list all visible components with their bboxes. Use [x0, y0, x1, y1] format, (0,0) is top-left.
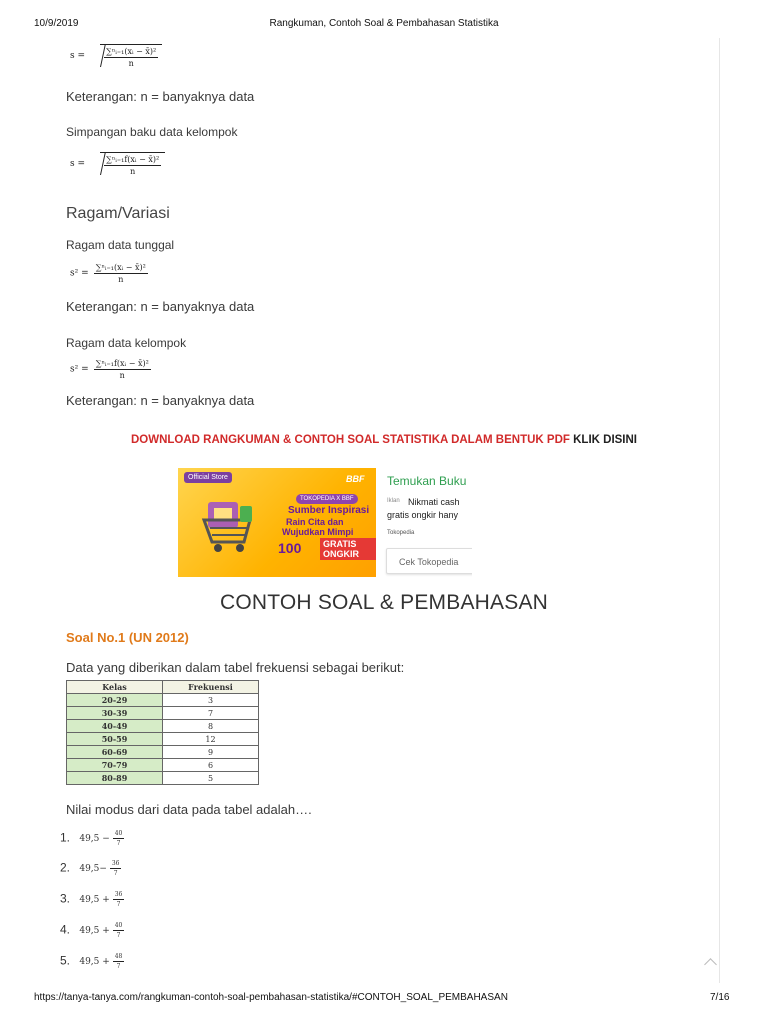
frekuensi-cell: 8	[163, 720, 259, 733]
ad-description: Nikmati cash	[408, 497, 460, 507]
kelas-cell: 20-29	[67, 694, 163, 707]
table-header-kelas: Kelas	[67, 681, 163, 694]
option-denominator: 7	[116, 932, 121, 939]
keterangan-text: Keterangan: n = banyaknya data	[66, 299, 255, 314]
table-row	[67, 733, 259, 746]
option-denominator: 7	[116, 840, 121, 847]
ad-logo: BBF	[346, 474, 365, 484]
option-number: 1.	[60, 830, 71, 845]
answer-option[interactable]	[60, 860, 121, 877]
soal-label: Soal No.1 (UN 2012)	[66, 630, 189, 645]
option-numerator: 36	[111, 860, 120, 867]
sqrt-symbol	[100, 152, 165, 176]
formula-denominator: n	[128, 59, 134, 68]
table-row	[67, 759, 259, 772]
ad-title[interactable]: Temukan Buku	[387, 474, 467, 488]
footer-url[interactable]: https://tanya-tanya.com/rangkuman-contoh-soal-pembahasan-statistika/#CONTOH_SOAL_PEMBAHASAN	[34, 992, 508, 1003]
formula-ragam-kelompok	[70, 359, 151, 380]
sqrt-symbol	[100, 44, 162, 68]
download-link[interactable]: DOWNLOAD RANGKUMAN & CONTOH SOAL STATISTIKA DALAM BENTUK PDF	[131, 434, 570, 446]
kelas-cell: 50-59	[67, 733, 163, 746]
ad-source: Tokopedia	[387, 530, 415, 536]
formula-lhs: s² =	[70, 364, 89, 375]
formula-denominator: n	[118, 275, 124, 284]
table-row	[67, 694, 259, 707]
subheading-ragam-kelompok: Ragam data kelompok	[66, 336, 187, 350]
kelas-cell: 30-39	[67, 707, 163, 720]
frekuensi-cell: 7	[163, 707, 259, 720]
answer-option[interactable]	[60, 830, 124, 847]
table-row	[67, 746, 259, 759]
scroll-up-icon[interactable]	[704, 958, 717, 971]
kelas-cell: 60-69	[67, 746, 163, 759]
keterangan-text: Keterangan: n = banyaknya data	[66, 89, 255, 104]
option-denominator: 7	[116, 901, 121, 908]
formula-numerator: ∑ⁿᵢ₌₁f(xᵢ − x̄)²	[95, 359, 149, 368]
answer-option[interactable]	[60, 922, 124, 939]
option-base: 49,5 +	[79, 957, 110, 967]
ad-badge: TOKOPEDIA X BBF	[296, 494, 358, 504]
option-numerator: 36	[114, 891, 123, 898]
frekuensi-cell: 3	[163, 694, 259, 707]
formula-lhs: s =	[70, 159, 86, 169]
shopping-cart-icon	[200, 498, 260, 553]
kelas-cell: 70-79	[67, 759, 163, 772]
ad-description: gratis ongkir hany	[387, 510, 459, 520]
formula-ragam-tunggal	[70, 263, 148, 284]
table-row	[67, 720, 259, 733]
table-header-frekuensi: Frekuensi	[163, 681, 259, 694]
frekuensi-cell: 6	[163, 759, 259, 772]
formula-denominator: n	[130, 167, 136, 176]
ad-headline: Sumber Inspirasi	[288, 505, 370, 516]
cek-tokopedia-button[interactable]: Cek Tokopedia	[386, 548, 472, 574]
kelas-cell: 80-89	[67, 772, 163, 785]
option-denominator: 7	[116, 963, 121, 970]
formula-simpangan-kelompok	[70, 152, 165, 176]
formula-numerator: ∑ⁿᵢ₌₁(xᵢ − x̄)²	[106, 47, 157, 56]
ad-store-label: Official Store	[184, 472, 232, 483]
formula-lhs: s² =	[70, 268, 89, 279]
option-numerator: 48	[114, 953, 123, 960]
download-banner[interactable]	[0, 434, 768, 446]
option-numerator: 40	[114, 830, 123, 837]
answer-option[interactable]	[60, 953, 124, 970]
formula-numerator: ∑ⁿᵢ₌₁(xᵢ − x̄)²	[95, 263, 146, 272]
formula-denominator: n	[119, 371, 125, 380]
ad-gratis-badge: GRATIS ONGKIR	[320, 538, 376, 560]
klik-disini-link[interactable]: KLIK DISINI	[573, 434, 637, 446]
option-number: 5.	[60, 953, 71, 968]
formula-simpangan-tunggal	[70, 44, 162, 68]
soal-intro: Data yang diberikan dalam tabel frekuensi sebagai berikut:	[66, 660, 405, 675]
subheading-ragam-tunggal: Ragam data tunggal	[66, 238, 175, 252]
section-heading-ragam: Ragam/Variasi	[66, 205, 170, 222]
formula-lhs: s =	[70, 51, 86, 61]
option-number: 4.	[60, 922, 71, 937]
option-base: 49,5−	[79, 864, 107, 874]
option-number: 2.	[60, 860, 71, 875]
ad-subline: Wujudkan Mimpi	[282, 527, 354, 537]
option-numerator: 40	[114, 922, 123, 929]
ad-text-panel[interactable]	[384, 468, 472, 578]
ad-percent: 100	[278, 540, 302, 556]
ad-subline: Rain Cita dan	[286, 517, 344, 527]
option-base: 49,5 +	[79, 895, 110, 905]
answer-option[interactable]	[60, 891, 124, 908]
subheading-simpangan-kelompok: Simpangan baku data kelompok	[66, 125, 238, 139]
soal-question: Nilai modus dari data pada tabel adalah….	[66, 802, 312, 817]
page-number: 7/16	[710, 992, 730, 1003]
ad-banner-image[interactable]	[178, 468, 376, 577]
section-heading-contoh-soal: CONTOH SOAL & PEMBAHASAN	[219, 591, 549, 614]
ad-tag: Iklan	[387, 498, 400, 504]
keterangan-text: Keterangan: n = banyaknya data	[66, 393, 255, 408]
option-denominator: 7	[113, 870, 118, 877]
scroll-divider	[719, 38, 720, 983]
page-title: Rangkuman, Contoh Soal & Pembahasan Statistika	[269, 18, 499, 29]
frekuensi-cell: 9	[163, 746, 259, 759]
frekuensi-cell: 12	[163, 733, 259, 746]
kelas-cell: 40-49	[67, 720, 163, 733]
frekuensi-cell: 5	[163, 772, 259, 785]
table-row	[67, 707, 259, 720]
print-date: 10/9/2019	[34, 18, 79, 29]
option-base: 49,5 +	[79, 926, 110, 936]
option-number: 3.	[60, 891, 71, 906]
option-base: 49,5 −	[79, 834, 110, 844]
frequency-table	[66, 680, 259, 785]
formula-numerator: ∑ⁿᵢ₌₁f(xᵢ − x̄)²	[106, 155, 160, 164]
table-row	[67, 772, 259, 785]
